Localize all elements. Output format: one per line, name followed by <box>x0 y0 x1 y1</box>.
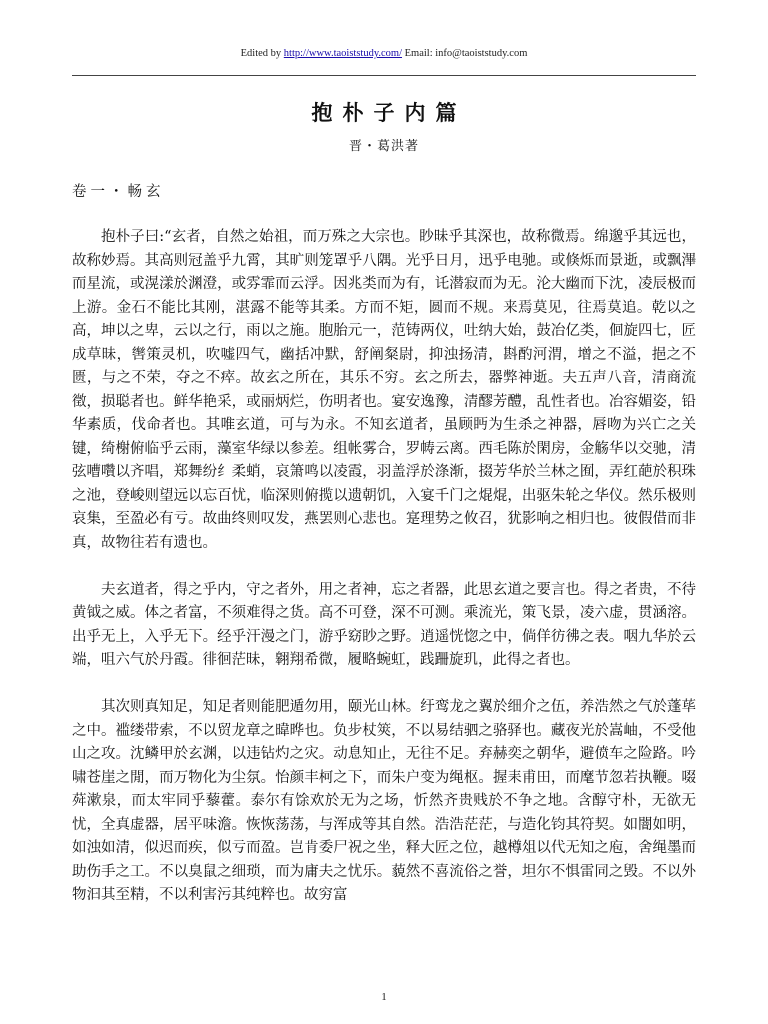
paragraph-2: 夫玄道者，得之乎内，守之者外，用之者神，忘之者器，此思玄道之要言也。得之者贵，不待黄钺之威。体之者富，不须难得之货。高不可登，深不可测。乘流光，策飞景，凌六虚，贯涵溶。出乎无上，入乎无下。经乎汗漫之门，游乎窈眇之野。逍遥恍惚之中，倘佯彷彿之表。咽九华於云端，咀六气於丹霞。徘徊茫昧，翱翔希微，履略蜿虹，践跚旋玑，此得之者也。 <box>72 581 696 668</box>
header-divider <box>72 75 696 76</box>
page-number: 1 <box>381 992 387 1003</box>
paragraph-3: 其次则真知足，知足者则能肥遁勿用，颐光山林。纡鸾龙之翼於细介之伍，养浩然之气於蓬荜之中。褴缕带索，不以贸龙章之暐晔也。负步杖筴，不以易结驷之骆驿也。藏夜光於嵩岫，不受他山之攻。沈鳞甲於玄渊，以违钻灼之灾。动息知止，无往不足。弃赫奕之朝华，避偾车之险路。吟啸苍崖之閒，而万物化为尘氛。怡颜丰柯之下，而朱户变为绳枢。握耒甫田，而麾节忽若执鞭。啜荈漱泉，而太牢同乎藜藿。泰尔有馀欢於无为之场，忻然齐贵贱於不争之地。含醇守朴，无欲无忧，全真虚器，居平味澹。恢恢荡荡，与浑成等其自然。浩浩茫茫，与造化钧其符契。如闇如明，如浊如清，似迟而疾，似亏而盈。岂肯委尸祝之坐，释大匠之位，越樽俎以代无知之庖，舍绳墨而助伤手之工。不以臭鼠之细琐，而为庸夫之忧乐。藐然不喜流俗之誉，坦尔不惧雷同之毁。不以外物汩其至精，不以利害污其纯粹也。故穷富 <box>72 699 696 903</box>
document-title: 抱朴子内篇 <box>311 100 467 125</box>
author-line: 晋・葛洪著 <box>348 139 419 154</box>
email-text: Email: info@taoiststudy.com <box>402 48 528 59</box>
page-header <box>0 48 768 59</box>
paragraph-1: 抱朴子曰:“玄者，自然之始祖，而万殊之大宗也。眇昧乎其深也，故称微焉。绵邈乎其远也，故称妙焉。其高则冠盖乎九霄，其旷则笼罩乎八隅。光乎日月，迅乎电驰。或倏烁而景逝，或飘滭而星流，或滉漾於渊澄，或雰霏而云浮。因兆类而为有，讬潜寂而为无。沦大幽而下沈，凌辰极而上游。金石不能比其刚，湛露不能等其柔。方而不矩，圆而不规。来焉莫见，往焉莫追。乾以之高，坤以之卑，云以之行，雨以之施。胞胎元一，范铸两仪，吐纳大始，鼓冶亿类，佪旋四七，匠成草昧，辔策灵机，吹嘘四气，幽括冲默，舒阐粲尉，抑浊扬清，斟酌河渭，增之不溢，挹之不匮，与之不荣，夺之不瘁。故玄之所在，其乐不穷。玄之所去，器弊神逝。夫五声八音，清商流徵，损聪者也。鲜华艳采，或丽炳烂，伤明者也。宴安逸豫，清醪芳醴，乱性者也。冶容媚姿，铅华素质，伐命者也。其唯玄道，可与为永。不知玄道者，虽顾眄为生杀之神器，唇吻为兴亡之关键，绮榭俯临乎云雨，藻室华绿以参差。组帐雾合，罗帱云离。西毛陈於閑房，金觞华以交驰，清弦嘈囋以齐唱，郑舞纷纟柔蛸，哀箫鸣以凌霞，羽盖浮於涤渐，掇芳华於兰林之囿，弄红葩於积珠之池，登峻则望远以忘百忧，临深则俯揽以遗朝饥，入宴千门之焜焜，出驱朱轮之华仪。然乐极则哀集，至盈必有亏。故曲终则叹发，燕罢则心悲也。寔理势之攸召，犹影响之相归也。彼假借而非真，故物往若有遗也。 <box>72 229 696 551</box>
chapter-heading: 卷一・畅玄 <box>72 184 165 200</box>
body-text <box>72 226 696 931</box>
website-link[interactable]: http://www.taoiststudy.com/ <box>283 48 403 59</box>
edited-by-text: Edited by <box>240 48 284 59</box>
